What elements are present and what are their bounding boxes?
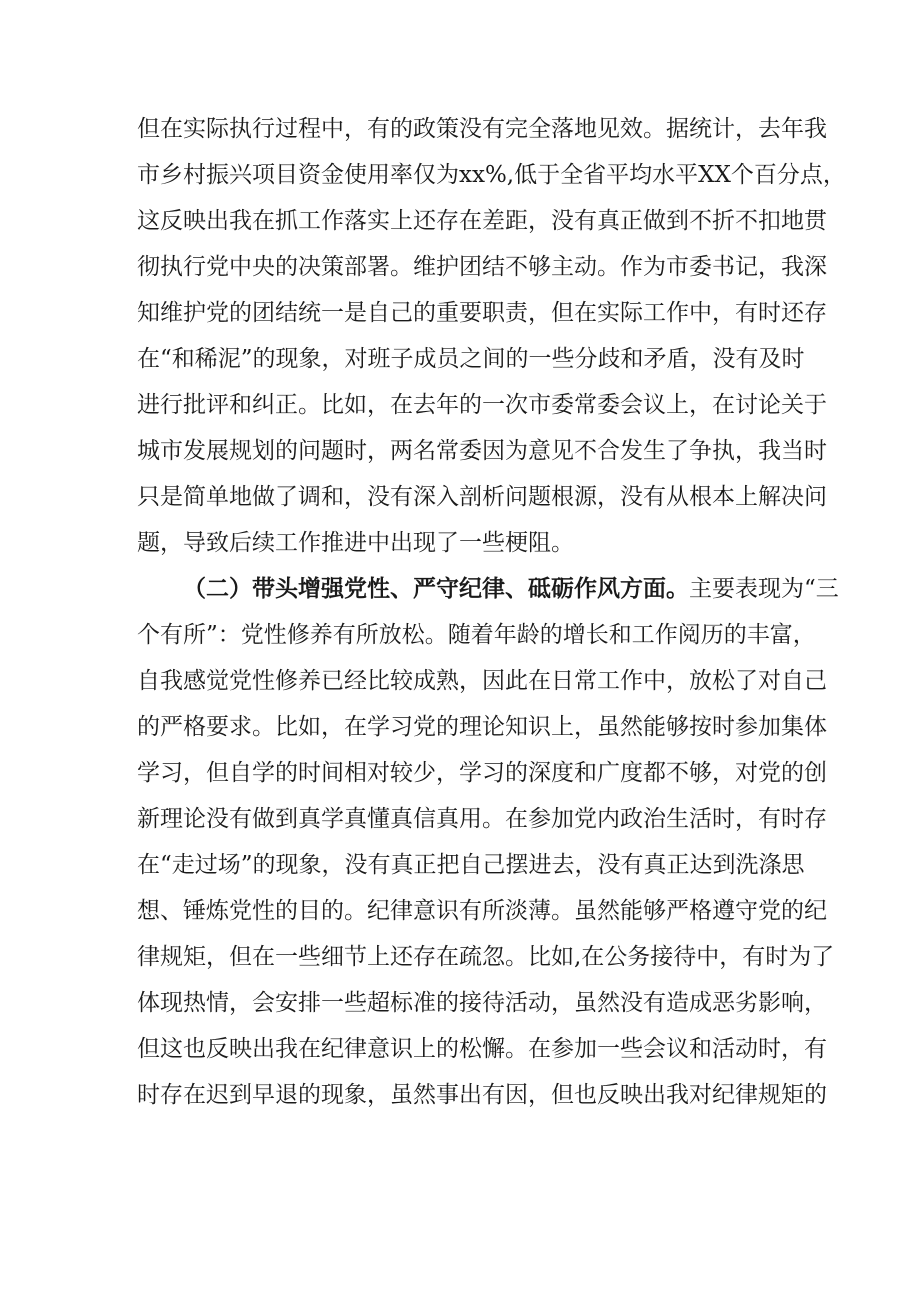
text-line: 进行批评和纠正。比如，在去年的一次市委常委会议上，在讨论关于	[137, 392, 827, 418]
text-line: 体现热情，会安排一些超标准的接待活动，虽然没有造成恶劣影响，	[137, 990, 827, 1016]
document-body	[137, 106, 846, 1118]
text-line: 题，导致后续工作推进中出现了一些梗阻。	[137, 530, 574, 556]
text-line: 在“和稀泥”的现象，对班子成员之间的一些分歧和矛盾，没有及时	[137, 346, 805, 372]
text-line: 新理论没有做到真学真懂真信真用。在参加党内政治生活时，有时存	[137, 806, 827, 832]
text-line: 想、锤炼党性的目的。纪律意识有所淡薄。虽然能够严格遵守党的纪	[137, 898, 827, 924]
text-line: 个有所”：党性修养有所放松。随着年龄的增长和工作阅历的丰富，	[137, 622, 816, 648]
text-line: 彻执行党中央的决策部署。维护团结不够主动。作为市委书记，我深	[137, 254, 827, 280]
text-line: 在“走过场”的现象，没有真正把自己摆进去，没有真正达到洗涤思	[137, 852, 805, 878]
text-line: 但这也反映出我在纪律意识上的松懈。在参加一些会议和活动时，有	[137, 1036, 827, 1062]
paragraph-1	[137, 106, 846, 566]
heading-continuation: 主要表现为“三	[689, 576, 839, 602]
text-line: 知维护党的团结统一是自己的重要职责，但在实际工作中，有时还存	[137, 300, 827, 326]
text-line: 但在实际执行过程中，有的政策没有完全落地见效。据统计，去年我	[137, 116, 827, 142]
text-line: 学习，但自学的时间相对较少，学习的深度和广度都不够，对党的创	[137, 760, 827, 786]
text-line: 的严格要求。比如，在学习党的理论知识上，虽然能够按时参加集体	[137, 714, 827, 740]
paragraph-2	[137, 566, 839, 1118]
text-line: 自我感觉党性修养已经比较成熟，因此在日常工作中，放松了对自己	[137, 668, 827, 694]
section-heading: （二）带头增强党性、严守纪律、砥砺作风方面。	[183, 575, 689, 602]
text-line: 时存在迟到早退的现象，虽然事出有因，但也反映出我对纪律规矩的	[137, 1082, 827, 1108]
text-line: 这反映出我在抓工作落实上还存在差距，没有真正做到不折不扣地贯	[137, 208, 827, 234]
text-line: 市乡村振兴项目资金使用率仅为xx%,低于全省平均水平XX个百分点，	[137, 162, 846, 188]
text-line: 只是简单地做了调和，没有深入剖析问题根源，没有从根本上解决问	[137, 484, 827, 510]
text-line: 律规矩，但在一些细节上还存在疏忽。比如,在公务接待中，有时为了	[137, 944, 835, 970]
text-line: 城市发展规划的问题时，两名常委因为意见不合发生了争执，我当时	[137, 438, 827, 464]
paragraph-2-first-line	[137, 566, 839, 612]
